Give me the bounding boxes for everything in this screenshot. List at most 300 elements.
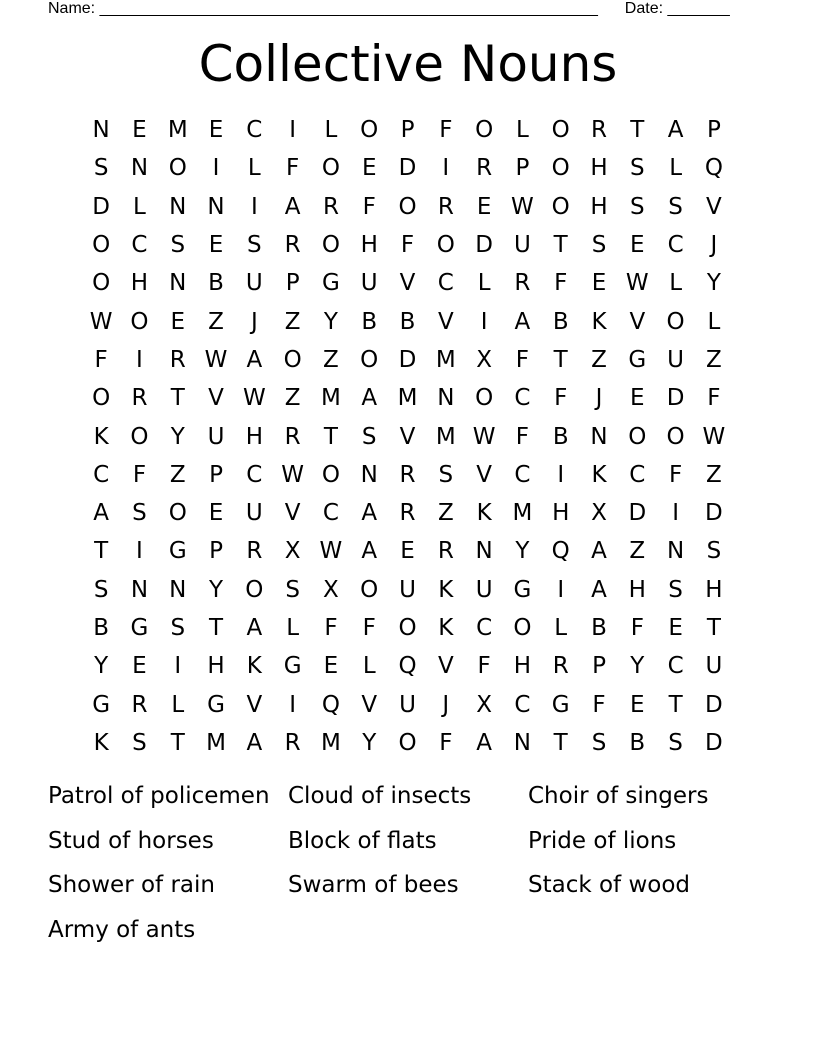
grid-letter: I <box>136 538 143 565</box>
grid-letter: W <box>702 423 726 450</box>
grid-letter: A <box>246 729 263 756</box>
grid-letter: D <box>475 232 493 259</box>
word-search-grid <box>82 111 733 762</box>
grid-letter: H <box>245 423 263 450</box>
grid-letter: F <box>707 385 721 412</box>
grid-letter: O <box>130 423 149 450</box>
grid-letter: W <box>89 308 113 335</box>
grid-letter: Q <box>321 691 340 718</box>
grid-letter: S <box>132 500 147 527</box>
grid-letter: I <box>289 117 297 144</box>
grid-letter: W <box>204 346 228 373</box>
grid-letter: Z <box>629 538 646 565</box>
grid-letter: E <box>476 193 492 220</box>
grid-letter: O <box>551 117 570 144</box>
grid-letter: N <box>437 385 455 412</box>
grid-letter: P <box>400 117 415 144</box>
grid-letter: N <box>513 729 532 756</box>
grid-letter: O <box>130 308 149 335</box>
grid-letter: P <box>515 155 530 182</box>
grid-letter: O <box>475 385 494 412</box>
grid-letter: L <box>669 155 683 182</box>
grid-letter: Y <box>323 308 338 335</box>
grid-letter: Z <box>208 308 224 335</box>
grid-letter: W <box>242 385 266 412</box>
word-list-item: Army of ants <box>48 917 196 944</box>
grid-letter: U <box>399 691 416 718</box>
grid-letter: T <box>553 346 568 373</box>
grid-letter: T <box>630 117 645 144</box>
grid-letter: N <box>666 538 685 565</box>
grid-letter: I <box>289 691 297 718</box>
grid-letter: R <box>514 270 531 297</box>
grid-letter: C <box>246 461 263 488</box>
grid-letter: M <box>206 729 226 756</box>
grid-letter: Y <box>706 270 721 297</box>
grid-letter: O <box>321 461 340 488</box>
grid-letter: I <box>672 500 679 527</box>
grid-letter: N <box>169 270 187 297</box>
grid-letter: V <box>629 308 646 335</box>
grid-letter: I <box>136 346 143 373</box>
grid-letter: N <box>169 576 187 603</box>
grid-letter: L <box>324 117 338 144</box>
grid-letter: E <box>132 117 147 144</box>
grid-letter: C <box>476 615 493 641</box>
grid-letter: S <box>170 615 186 641</box>
grid-letter: D <box>705 500 723 527</box>
grid-letter: C <box>437 270 454 297</box>
grid-letter: W <box>319 538 343 565</box>
page-title: Collective Nouns <box>198 35 618 93</box>
grid-letter: D <box>92 193 110 220</box>
grid-letter: Q <box>704 155 723 182</box>
word-list-item: Choir of singers <box>528 783 709 809</box>
grid-letter: M <box>435 346 456 373</box>
grid-letter: W <box>625 270 649 297</box>
grid-letter: O <box>92 270 111 297</box>
grid-letter: R <box>169 346 186 373</box>
grid-letter: R <box>284 729 301 756</box>
grid-letter: A <box>246 346 263 373</box>
grid-letter: O <box>398 193 417 220</box>
grid-letter: V <box>399 270 416 297</box>
grid-letter: U <box>513 232 531 259</box>
grid-letter: L <box>362 653 376 680</box>
grid-letter: O <box>398 615 417 641</box>
grid-letter: O <box>321 232 340 259</box>
grid-letter: R <box>591 117 607 144</box>
grid-letter: L <box>669 270 683 297</box>
date-label: Date: _______ <box>624 0 730 17</box>
grid-letter: O <box>245 576 264 603</box>
grid-letter: B <box>361 308 378 335</box>
grid-letter: F <box>554 270 568 297</box>
grid-letter: E <box>630 385 645 412</box>
grid-letter: W <box>511 193 534 220</box>
grid-letter: Z <box>284 308 301 335</box>
grid-letter: N <box>590 423 608 450</box>
grid-letter: O <box>398 729 417 756</box>
grid-letter: X <box>476 346 492 373</box>
grid-letter: M <box>167 117 188 144</box>
grid-letter: S <box>706 538 722 565</box>
grid-letter: O <box>321 155 340 182</box>
word-list-item: Block of flats <box>288 827 437 854</box>
grid-letter: B <box>93 615 110 641</box>
grid-letter: I <box>480 308 488 335</box>
grid-letter: C <box>246 117 263 144</box>
grid-letter: B <box>208 270 224 297</box>
grid-letter: I <box>442 155 450 182</box>
word-list-item: Swarm of bees <box>288 872 459 899</box>
grid-letter: I <box>174 653 182 680</box>
grid-letter: L <box>247 155 261 182</box>
grid-letter: I <box>557 461 565 488</box>
grid-letter: Y <box>515 538 530 565</box>
grid-letter: P <box>592 653 606 680</box>
grid-letter: K <box>438 615 454 641</box>
grid-letter: G <box>130 615 149 641</box>
grid-letter: A <box>667 117 684 144</box>
grid-letter: S <box>630 155 645 182</box>
grid-letter: G <box>92 691 111 718</box>
grid-letter: T <box>94 538 109 565</box>
grid-letter: S <box>247 232 262 259</box>
word-list-item: Stack of wood <box>528 872 691 899</box>
grid-letter: R <box>437 538 454 565</box>
grid-letter: M <box>512 500 533 527</box>
grid-letter: E <box>400 538 415 565</box>
grid-letter: A <box>284 193 301 220</box>
grid-letter: L <box>554 615 568 641</box>
grid-letter: Z <box>591 346 607 373</box>
grid-letter: T <box>209 615 224 641</box>
grid-letter: F <box>439 117 453 144</box>
grid-letter: E <box>361 155 377 182</box>
grid-letter: F <box>362 193 376 220</box>
grid-letter: Q <box>551 538 570 565</box>
grid-letter: V <box>437 653 454 680</box>
grid-letter: G <box>168 538 187 565</box>
grid-letter: X <box>323 576 339 603</box>
grid-letter: U <box>207 423 225 450</box>
grid-letter: Z <box>169 461 186 488</box>
grid-letter: C <box>131 232 148 259</box>
grid-letter: U <box>245 500 263 527</box>
grid-letter: O <box>513 615 532 641</box>
grid-letter: N <box>169 193 187 220</box>
grid-letter: B <box>399 308 416 335</box>
grid-letter: H <box>590 155 608 182</box>
grid-letter: E <box>208 232 224 259</box>
grid-letter: H <box>590 193 608 220</box>
grid-letter: V <box>706 193 722 220</box>
grid-letter: F <box>132 461 147 488</box>
grid-letter: I <box>250 193 258 220</box>
grid-letter: C <box>514 385 531 412</box>
grid-letter: U <box>360 270 378 297</box>
grid-letter: M <box>435 423 456 450</box>
grid-letter: E <box>208 500 224 527</box>
grid-letter: S <box>132 729 147 756</box>
grid-letter: R <box>476 155 493 182</box>
grid-letter: E <box>170 308 186 335</box>
grid-letter: Y <box>94 653 109 680</box>
grid-letter: V <box>399 423 416 450</box>
grid-letter: O <box>283 346 302 373</box>
grid-letter: S <box>668 729 683 756</box>
grid-letter: E <box>591 270 607 297</box>
grid-letter: N <box>207 193 225 220</box>
grid-letter: J <box>710 232 718 259</box>
grid-letter: O <box>360 117 379 144</box>
grid-letter: R <box>284 423 301 450</box>
grid-letter: G <box>628 346 647 373</box>
grid-letter: Z <box>706 346 722 373</box>
grid-letter: O <box>168 500 187 527</box>
grid-letter: F <box>94 346 108 373</box>
grid-letter: V <box>208 385 224 412</box>
grid-letter: N <box>475 538 493 565</box>
grid-letter: E <box>323 653 339 680</box>
grid-letter: D <box>628 500 647 527</box>
grid-letter: A <box>93 500 110 527</box>
grid-letter: D <box>705 691 723 718</box>
grid-letter: X <box>476 691 492 718</box>
grid-letter: O <box>628 423 647 450</box>
grid-letter: Z <box>323 346 339 373</box>
grid-letter: R <box>246 538 263 565</box>
grid-letter: L <box>133 193 146 220</box>
grid-letter: C <box>93 461 110 488</box>
grid-letter: J <box>250 308 258 335</box>
word-list-item: Shower of rain <box>48 872 215 899</box>
grid-letter: L <box>477 270 491 297</box>
grid-letter: G <box>283 653 302 680</box>
grid-letter: C <box>322 500 339 527</box>
grid-letter: O <box>92 232 111 259</box>
grid-letter: D <box>398 155 417 182</box>
grid-letter: E <box>132 653 147 680</box>
grid-letter: I <box>212 155 220 182</box>
grid-letter: A <box>361 500 378 527</box>
grid-letter: O <box>92 385 111 412</box>
grid-letter: S <box>170 232 186 259</box>
grid-letter: R <box>437 193 454 220</box>
grid-letter: M <box>321 729 341 756</box>
grid-letter: S <box>668 193 683 220</box>
grid-letter: H <box>705 576 723 603</box>
grid-letter: C <box>629 461 646 488</box>
grid-letter: A <box>361 538 378 565</box>
grid-letter: K <box>93 729 109 756</box>
grid-letter: F <box>515 423 530 450</box>
grid-letter: P <box>209 538 223 565</box>
grid-letter: S <box>438 461 454 488</box>
grid-letter: V <box>476 461 492 488</box>
grid-letter: D <box>705 729 723 756</box>
grid-letter: F <box>554 385 568 412</box>
grid-letter: Y <box>630 653 645 680</box>
grid-letter: F <box>324 615 338 641</box>
grid-letter: U <box>667 346 685 373</box>
grid-letter: S <box>630 193 645 220</box>
grid-letter: T <box>553 729 568 756</box>
grid-letter: A <box>246 615 263 641</box>
grid-letter: T <box>170 729 185 756</box>
grid-letter: R <box>284 232 301 259</box>
grid-letter: M <box>397 385 418 412</box>
grid-letter: C <box>514 461 531 488</box>
grid-letter: R <box>131 385 148 412</box>
grid-letter: O <box>360 576 379 603</box>
grid-letter: M <box>321 385 341 412</box>
grid-letter: Z <box>437 500 454 527</box>
grid-letter: U <box>399 576 416 603</box>
grid-letter: H <box>207 653 225 680</box>
grid-letter: T <box>553 232 568 259</box>
grid-letter: B <box>591 615 607 641</box>
grid-letter: O <box>551 193 570 220</box>
grid-letter: N <box>130 155 149 182</box>
grid-letter: S <box>93 155 109 182</box>
grid-letter: Y <box>362 729 377 756</box>
grid-letter: V <box>437 308 454 335</box>
grid-letter: F <box>515 346 530 373</box>
grid-letter: R <box>131 691 148 718</box>
grid-letter: A <box>476 729 492 756</box>
grid-letter: A <box>361 385 378 412</box>
grid-letter: T <box>323 423 338 450</box>
grid-letter: G <box>207 691 225 718</box>
grid-letter: F <box>630 615 644 641</box>
grid-letter: B <box>629 729 646 756</box>
grid-letter: G <box>322 270 340 297</box>
grid-letter: F <box>362 615 376 641</box>
grid-letter: L <box>516 117 529 144</box>
grid-letter: H <box>552 500 570 527</box>
grid-letter: F <box>592 691 606 718</box>
grid-letter: V <box>361 691 378 718</box>
grid-letter: Z <box>284 385 301 412</box>
grid-letter: W <box>472 423 496 450</box>
grid-letter: O <box>475 117 494 144</box>
grid-letter: Q <box>398 653 417 680</box>
grid-letter: A <box>514 308 531 335</box>
grid-letter: S <box>591 729 607 756</box>
grid-letter: L <box>171 691 185 718</box>
grid-letter: O <box>666 423 685 450</box>
grid-letter: N <box>360 461 378 488</box>
grid-letter: G <box>551 691 570 718</box>
word-list-item: Stud of horses <box>48 827 214 854</box>
grid-letter: E <box>668 615 683 641</box>
grid-letter: K <box>591 308 607 335</box>
grid-letter: H <box>360 232 378 259</box>
grid-letter: S <box>285 576 300 603</box>
grid-letter: E <box>630 691 645 718</box>
word-list-item: Patrol of policemen <box>48 783 270 809</box>
grid-letter: H <box>628 576 646 603</box>
grid-letter: S <box>93 576 109 603</box>
grid-letter: E <box>208 117 224 144</box>
grid-letter: H <box>130 270 149 297</box>
grid-letter: N <box>92 117 110 144</box>
grid-letter: D <box>398 346 417 373</box>
grid-letter: O <box>666 308 685 335</box>
word-list-item: Pride of lions <box>528 827 677 854</box>
word-list-item: Cloud of insects <box>288 783 472 809</box>
grid-letter: S <box>668 576 683 603</box>
grid-letter: H <box>513 653 532 680</box>
grid-letter: X <box>591 500 607 527</box>
grid-letter: E <box>630 232 645 259</box>
grid-letter: Y <box>209 576 224 603</box>
grid-letter: Y <box>170 423 185 450</box>
grid-letter: T <box>706 615 721 641</box>
grid-letter: C <box>667 232 684 259</box>
grid-letter: L <box>286 615 300 641</box>
grid-letter: F <box>400 232 415 259</box>
grid-letter: K <box>93 423 109 450</box>
grid-letter: O <box>436 232 455 259</box>
grid-letter: T <box>170 385 185 412</box>
grid-letter: K <box>438 576 454 603</box>
grid-letter: B <box>552 308 569 335</box>
grid-letter: X <box>284 538 301 565</box>
grid-letter: O <box>168 155 187 182</box>
grid-letter: R <box>399 461 416 488</box>
grid-letter: R <box>552 653 569 680</box>
grid-letter: A <box>591 538 607 565</box>
grid-letter: Z <box>706 461 722 488</box>
grid-letter: P <box>209 461 223 488</box>
name-label: Name: ________________________________________________________ <box>48 0 598 17</box>
grid-letter: K <box>246 653 262 680</box>
grid-letter: F <box>668 461 683 488</box>
grid-letter: J <box>442 691 450 718</box>
grid-letter: J <box>595 385 603 412</box>
grid-letter: P <box>285 270 300 297</box>
grid-letter: U <box>245 270 263 297</box>
grid-letter: O <box>360 346 379 373</box>
grid-letter: K <box>591 461 607 488</box>
grid-letter: S <box>591 232 607 259</box>
grid-letter: L <box>707 308 721 335</box>
grid-letter: F <box>286 155 300 182</box>
grid-letter: V <box>284 500 301 527</box>
grid-letter: C <box>514 691 531 718</box>
grid-letter: F <box>439 729 453 756</box>
grid-letter: W <box>281 461 304 488</box>
grid-letter: S <box>361 423 377 450</box>
grid-letter: R <box>399 500 416 527</box>
grid-letter: D <box>666 385 685 412</box>
grid-letter: B <box>552 423 569 450</box>
grid-letter: K <box>476 500 492 527</box>
grid-letter: F <box>477 653 491 680</box>
grid-letter: U <box>475 576 493 603</box>
grid-letter: G <box>513 576 532 603</box>
grid-letter: C <box>667 653 684 680</box>
grid-letter: T <box>668 691 683 718</box>
grid-letter: P <box>706 117 721 144</box>
header <box>48 0 748 20</box>
grid-letter: R <box>322 193 339 220</box>
grid-letter: O <box>551 155 570 182</box>
grid-letter: I <box>557 576 565 603</box>
